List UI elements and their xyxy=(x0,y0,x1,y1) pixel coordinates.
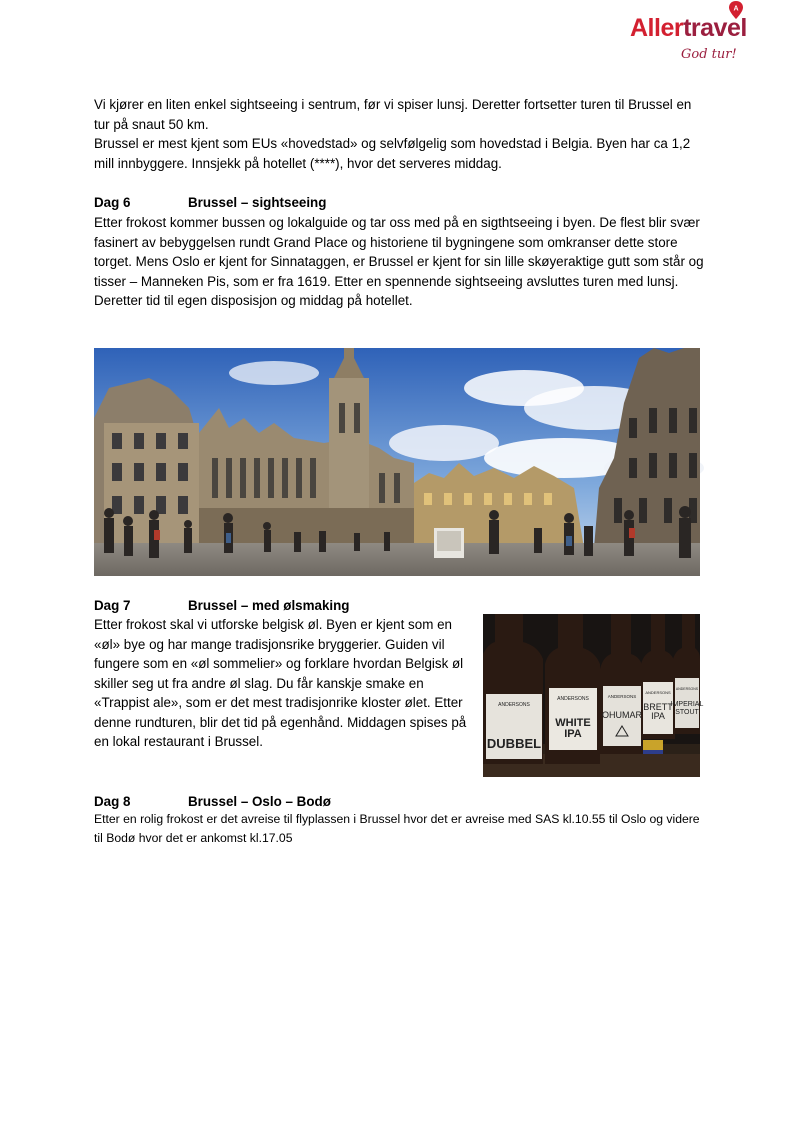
svg-text:IPA: IPA xyxy=(651,711,665,721)
day-8-text: Etter en rolig frokost er det avreise til flyplassen i Brussel hvor det er avreise med SAS kl.10.55 til Oslo og videre til Bodø hvor det er ankomst kl.17.05 xyxy=(94,812,700,845)
day-6-text: Etter frokost kommer bussen og lokalguide og tar oss med på en sigthtseeing i byen. De flest blir svær fasinert av bebyggelsen rundt Grand Place og historiene til bygningene som omkranser dette store torget. Mens Oslo er kjent for Sinnataggen, er Brussel er kjent for sin lille skøyeraktige gutt som står og tisser – Manneken Pis, som er fra 1619. Etter en spennende sightseeing avsluttes turen med lunsj. Deretter tid til egen disposisjon og middag på hotellet. xyxy=(94,215,704,308)
day-8-heading xyxy=(94,792,331,811)
beer-bottles-photo xyxy=(483,614,704,777)
day-6-number: Dag 6 xyxy=(94,195,131,210)
intro-line-1: Vi kjører en liten enkel sightseeing i sentrum, før vi spiser lunsj. Deretter fortsetter turen til Brussel en tur på snaut 50 km. xyxy=(94,97,692,132)
svg-text:IPA: IPA xyxy=(564,728,582,740)
svg-text:DUBBEL: DUBBEL xyxy=(486,736,542,751)
svg-text:ANDERSONS: ANDERSONS xyxy=(498,702,530,708)
svg-text:OHUMAR: OHUMAR xyxy=(602,710,642,720)
svg-text:STOUT: STOUT xyxy=(675,709,699,716)
intro-line-2: Brussel er mest kjent som EUs «hovedstad» og selvfølgelig som hovedstad i Belgia. Byen har ca 1,2 mill innbyggere. Innsjekk på hotellet (****), hvor det serveres middag. xyxy=(94,136,691,171)
day-6-title: Brussel – sightseeing xyxy=(188,195,327,210)
day-7-heading xyxy=(94,596,350,615)
svg-text:WHITE: WHITE xyxy=(555,717,591,729)
svg-text:ANDERSONS: ANDERSONS xyxy=(645,690,671,695)
day-7-title: Brussel – med ølsmaking xyxy=(188,598,350,613)
svg-text:ANDERSONS: ANDERSONS xyxy=(557,696,589,702)
svg-text:A: A xyxy=(733,5,739,13)
svg-text:ANDERSONS: ANDERSONS xyxy=(675,687,699,691)
grand-place-photo xyxy=(94,348,700,576)
logo-wordmark: Allertravel xyxy=(630,14,747,42)
day-6-heading xyxy=(94,193,326,212)
svg-text:BRETT: BRETT xyxy=(643,702,673,712)
day-8-number: Dag 8 xyxy=(94,794,131,809)
logo-tagline: God tur! xyxy=(681,47,737,62)
svg-text:ANDERSONS: ANDERSONS xyxy=(607,694,637,699)
allertravel-logo xyxy=(628,0,783,70)
svg-text:IMPERIAL: IMPERIAL xyxy=(670,701,704,708)
day-7-number: Dag 7 xyxy=(94,598,131,613)
day-8-title: Brussel – Oslo – Bodø xyxy=(188,794,331,809)
intro-text xyxy=(94,95,704,173)
day-7-text: Etter frokost skal vi utforske belgisk øl. Byen er kjent som en «øl» bye og har mange tradisjonsrike bryggerier. Guiden vil fungere som en «øl sommelier» og forklare hvordan Belgisk øl skiller seg ut fra andre øl slag. Du får kanskje smake en «Trappist ale», som er det mest tradisjonrike kloster ølet. Etter denne rundturen, blir det tid på egenhånd. Middagen spises på en lokal restaurant i Brussel. xyxy=(94,617,467,749)
